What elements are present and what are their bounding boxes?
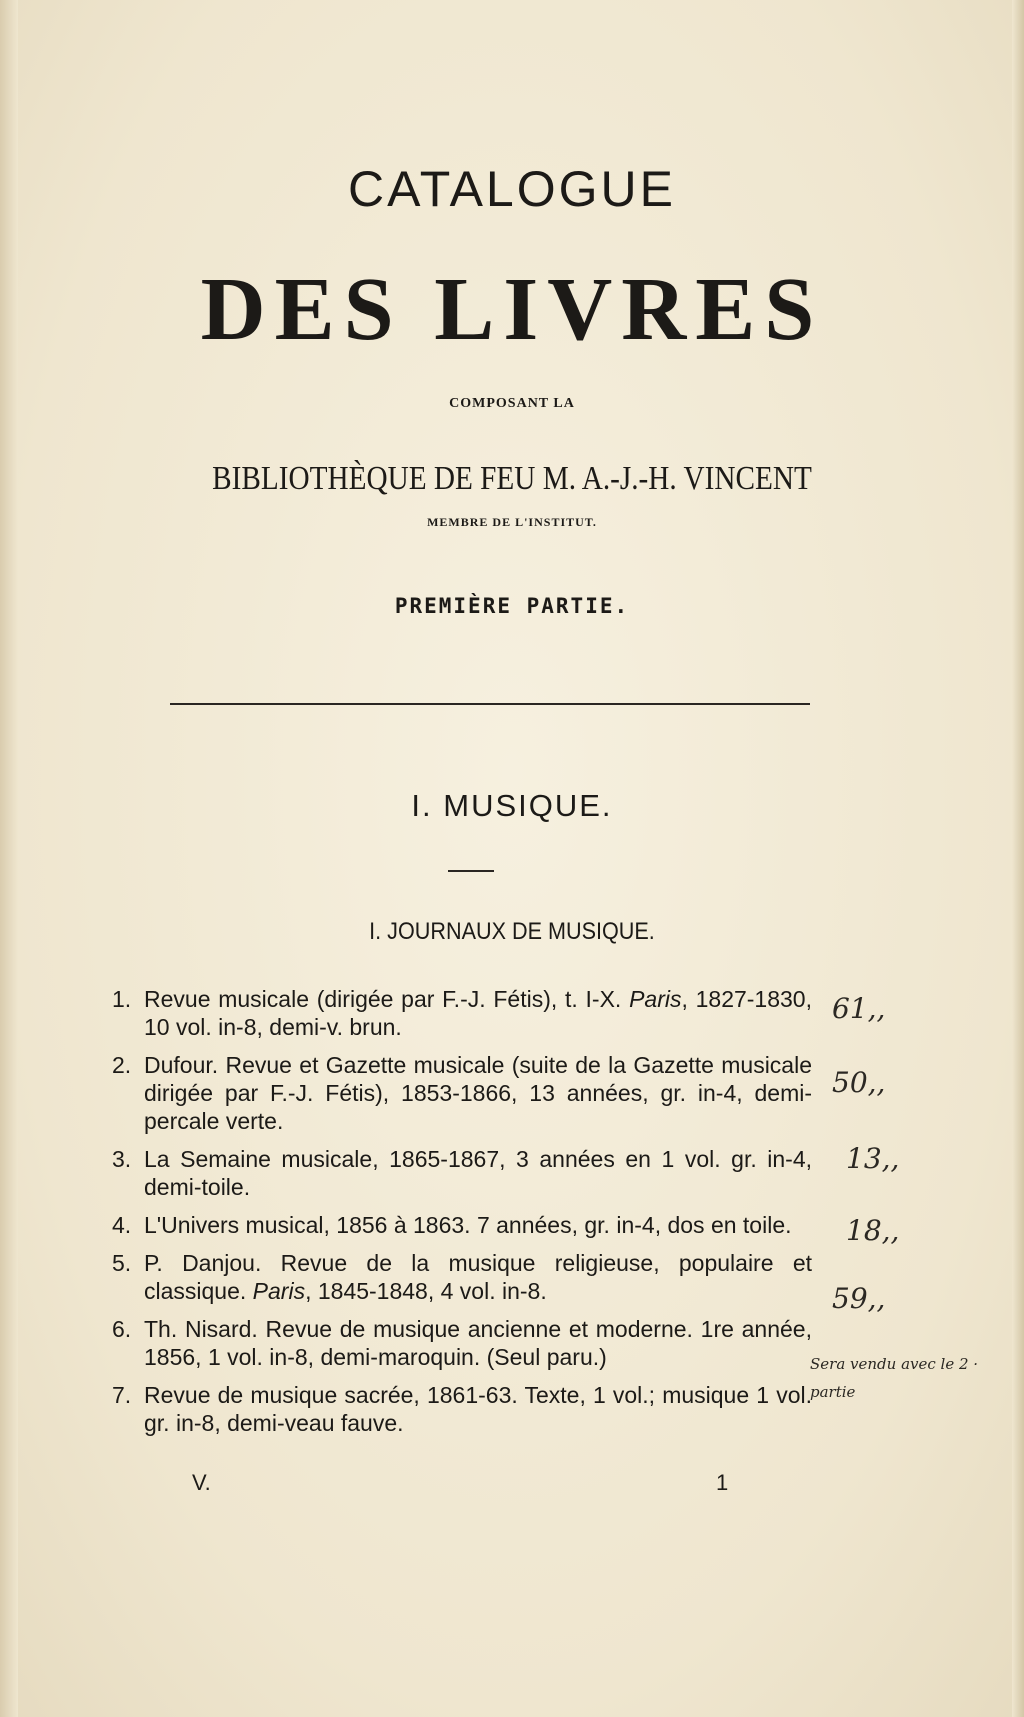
des-livres-title: DES LIVRES bbox=[200, 260, 824, 359]
subsection-title: I. JOURNAUX DE MUSIQUE. bbox=[369, 918, 655, 945]
entry-list bbox=[112, 985, 812, 1447]
entry-text: Revue de musique sacrée, 1861-63. Texte, 1 vol.; musique 1 vol. gr. in-8, demi-veau fauve. bbox=[144, 1382, 812, 1436]
entry-place: Paris bbox=[252, 1278, 306, 1304]
entry-number: 5. bbox=[112, 1250, 132, 1276]
entry-number: 4. bbox=[112, 1212, 132, 1238]
entry-text: Th. Nisard. Revue de musique ancienne et moderne. 1re année, 1856, 1 vol. in-8, demi-maroquin. (Seul paru.) bbox=[144, 1316, 812, 1370]
entry-text-tail: , 1827-1830, 10 vol. in-8, demi-v. brun. bbox=[144, 986, 812, 1040]
entry-number: 1. bbox=[112, 986, 132, 1012]
catalogue-entry bbox=[112, 1249, 812, 1305]
catalogue-entry bbox=[112, 1145, 812, 1201]
signature-mark: V. bbox=[192, 1470, 211, 1495]
catalogue-entry bbox=[112, 1381, 812, 1437]
entry-text: L'Univers musical, 1856 à 1863. 7 années, gr. in-4, dos en toile. bbox=[144, 1212, 792, 1238]
short-divider bbox=[448, 870, 494, 872]
catalogue-entry bbox=[112, 1211, 812, 1239]
price-annotation: 18,, bbox=[846, 1214, 900, 1247]
entry-number: 2. bbox=[112, 1052, 132, 1078]
entry-text: Revue musicale (dirigée par F.-J. Fétis), t. I-X. bbox=[144, 986, 630, 1012]
catalogue-entry bbox=[112, 1315, 812, 1371]
entry-place: Paris bbox=[629, 986, 682, 1012]
entry-number: 6. bbox=[112, 1316, 132, 1342]
price-annotation: 59,, bbox=[832, 1282, 886, 1315]
premiere-partie: PREMIÈRE PARTIE. bbox=[394, 594, 630, 618]
entry-text-tail: , 1845-1848, 4 vol. in-8. bbox=[305, 1278, 547, 1304]
bibliotheque-heading: BIBLIOTHÈQUE DE FEU M. A.-J.-H. VINCENT bbox=[212, 460, 812, 497]
entry-text: Dufour. Revue et Gazette musicale (suite de la Gazette musicale dirigée par F.-J. Fétis), 1853-1866, 13 années, gr. in-4, demi-percale verte. bbox=[144, 1052, 812, 1134]
membre-institut: MEMBRE DE L'INSTITUT. bbox=[427, 515, 597, 529]
catalogue-entry bbox=[112, 1051, 812, 1135]
price-annotation: 50,, bbox=[832, 1066, 886, 1099]
handwritten-note: Sera vendu avec le 2 · partie bbox=[810, 1355, 979, 1401]
catalogue-title: CATALOGUE bbox=[348, 161, 676, 217]
page-number: 1 bbox=[716, 1470, 729, 1495]
catalogue-entry bbox=[112, 985, 812, 1041]
divider-rule bbox=[170, 703, 810, 705]
price-annotation: 13,, bbox=[846, 1142, 900, 1175]
entry-text: La Semaine musicale, 1865-1867, 3 années en 1 vol. gr. in-4, demi-toile. bbox=[144, 1146, 812, 1200]
entry-number: 3. bbox=[112, 1146, 132, 1172]
entry-number: 7. bbox=[112, 1382, 132, 1408]
composant-la: COMPOSANT LA bbox=[449, 396, 575, 411]
entry-text: P. Danjou. Revue de la musique religieuse, populaire et classique. bbox=[144, 1250, 812, 1304]
price-annotation: 61,, bbox=[832, 992, 886, 1025]
section-title: I. MUSIQUE. bbox=[411, 788, 613, 823]
